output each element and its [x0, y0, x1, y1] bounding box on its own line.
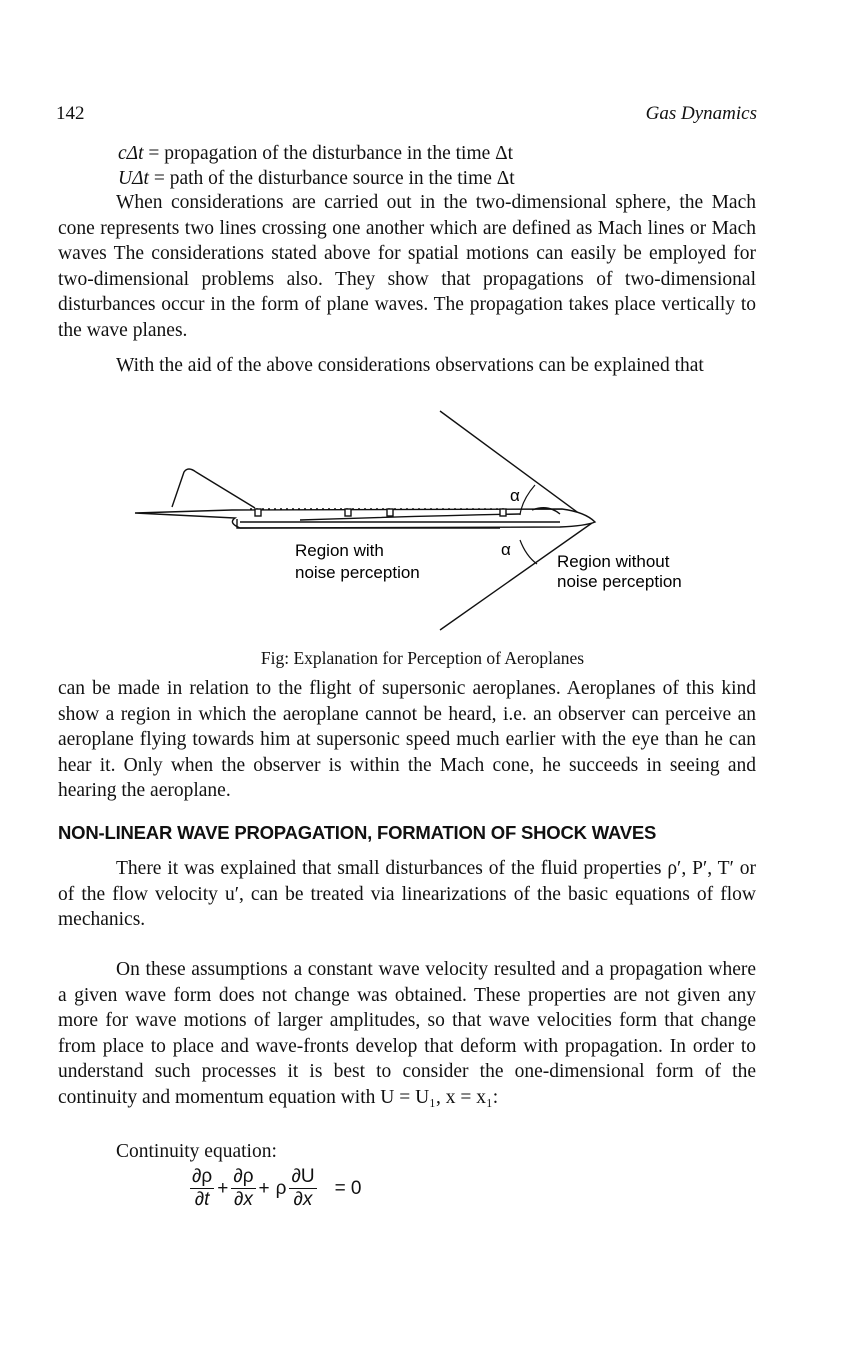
rho-symbol: ρ: [275, 1177, 287, 1199]
symbol-definitions: [118, 141, 515, 191]
denominator: ∂x: [233, 1189, 253, 1210]
mach-line-upper: [440, 411, 592, 523]
numerator: ∂ρ: [192, 1166, 213, 1187]
continuity-label: Continuity equation:: [116, 1141, 277, 1162]
aeroplane-figure: [0, 405, 845, 645]
definition-text: = path of the disturbance source in the time Δt: [148, 168, 515, 189]
label-noise-line1: Region with: [295, 541, 384, 560]
page-header: [56, 103, 757, 129]
figure-caption: Fig: Explanation for Perception of Aeroplanes: [260, 648, 585, 668]
definition-line: [118, 166, 515, 191]
alpha-upper: α: [510, 486, 520, 505]
paragraph-assumptions: On these assumptions a constant wave velocity resulted and a propagation where a given wave form does not change was obtained. These properties are not given any more for wave motions of larger amplitudes, so that wave velocities form that change from place to place and wave-fronts develop that deform with propagation. In order to understand such processes it is best to consider the one-dimensional form of the continuity and momentum equation with U = U₁, x = x₁:: [58, 959, 756, 1108]
page-number: 142: [56, 103, 85, 124]
numerator: ∂ρ: [233, 1166, 254, 1187]
plus-sign: +: [217, 1177, 229, 1199]
definition-symbol: UΔt: [118, 168, 149, 189]
definition-text: = propagation of the disturbance in the time Δt: [143, 143, 514, 164]
label-no-noise-line2: noise perception: [557, 572, 682, 591]
plus-sign: +: [258, 1177, 270, 1199]
label-noise-line2: noise perception: [295, 563, 420, 582]
denominator: ∂t: [194, 1189, 210, 1210]
fraction: [231, 1166, 255, 1211]
running-title: Gas Dynamics: [645, 103, 757, 124]
continuity-equation: [190, 1166, 365, 1211]
definition-line: [118, 141, 515, 166]
denominator: ∂x: [293, 1189, 313, 1210]
paragraph-observations: With the aid of the above considerations observations can be explained that: [116, 355, 704, 376]
equals-zero: = 0: [334, 1177, 362, 1199]
paragraph-mach-cone: When considerations are carried out in the two-dimensional sphere, the Mach cone represents two lines crossing one another which are defined as Mach lines or Mach waves The considerations stated above for spatial motions can easily be employed for two-dimensional problems also. They show that propagations of two-dimensional disturbances occur in the form of plane waves. The propagation takes place vertically to the wave planes.: [58, 192, 756, 341]
fraction: [190, 1166, 214, 1211]
alpha-lower: α: [501, 540, 511, 559]
label-no-noise-line1: Region without: [557, 552, 670, 571]
numerator: ∂U: [291, 1166, 315, 1187]
section-heading: NON-LINEAR WAVE PROPAGATION, FORMATION OF SHOCK WAVES: [58, 822, 657, 843]
definition-symbol: cΔt: [118, 143, 144, 164]
paragraph-supersonic: can be made in relation to the flight of supersonic aeroplanes. Aeroplanes of this kind show a region in which the aeroplane cannot be heard, i.e. an observer can perceive an aeroplane flying towards him at supersonic speed much earlier with the eye than he can hear it. Only when the observer is within the Mach cone, he succeeds in seeing and hearing the aeroplane.: [58, 678, 756, 802]
paragraph-disturbances: There it was explained that small disturbances of the fluid properties ρ′, P′, T′ or of the flow velocity u′, can be treated via linearizations of the basic equations of flow mechanics.: [58, 858, 756, 931]
fraction: [289, 1166, 316, 1211]
angle-arc-lower: [520, 540, 537, 564]
